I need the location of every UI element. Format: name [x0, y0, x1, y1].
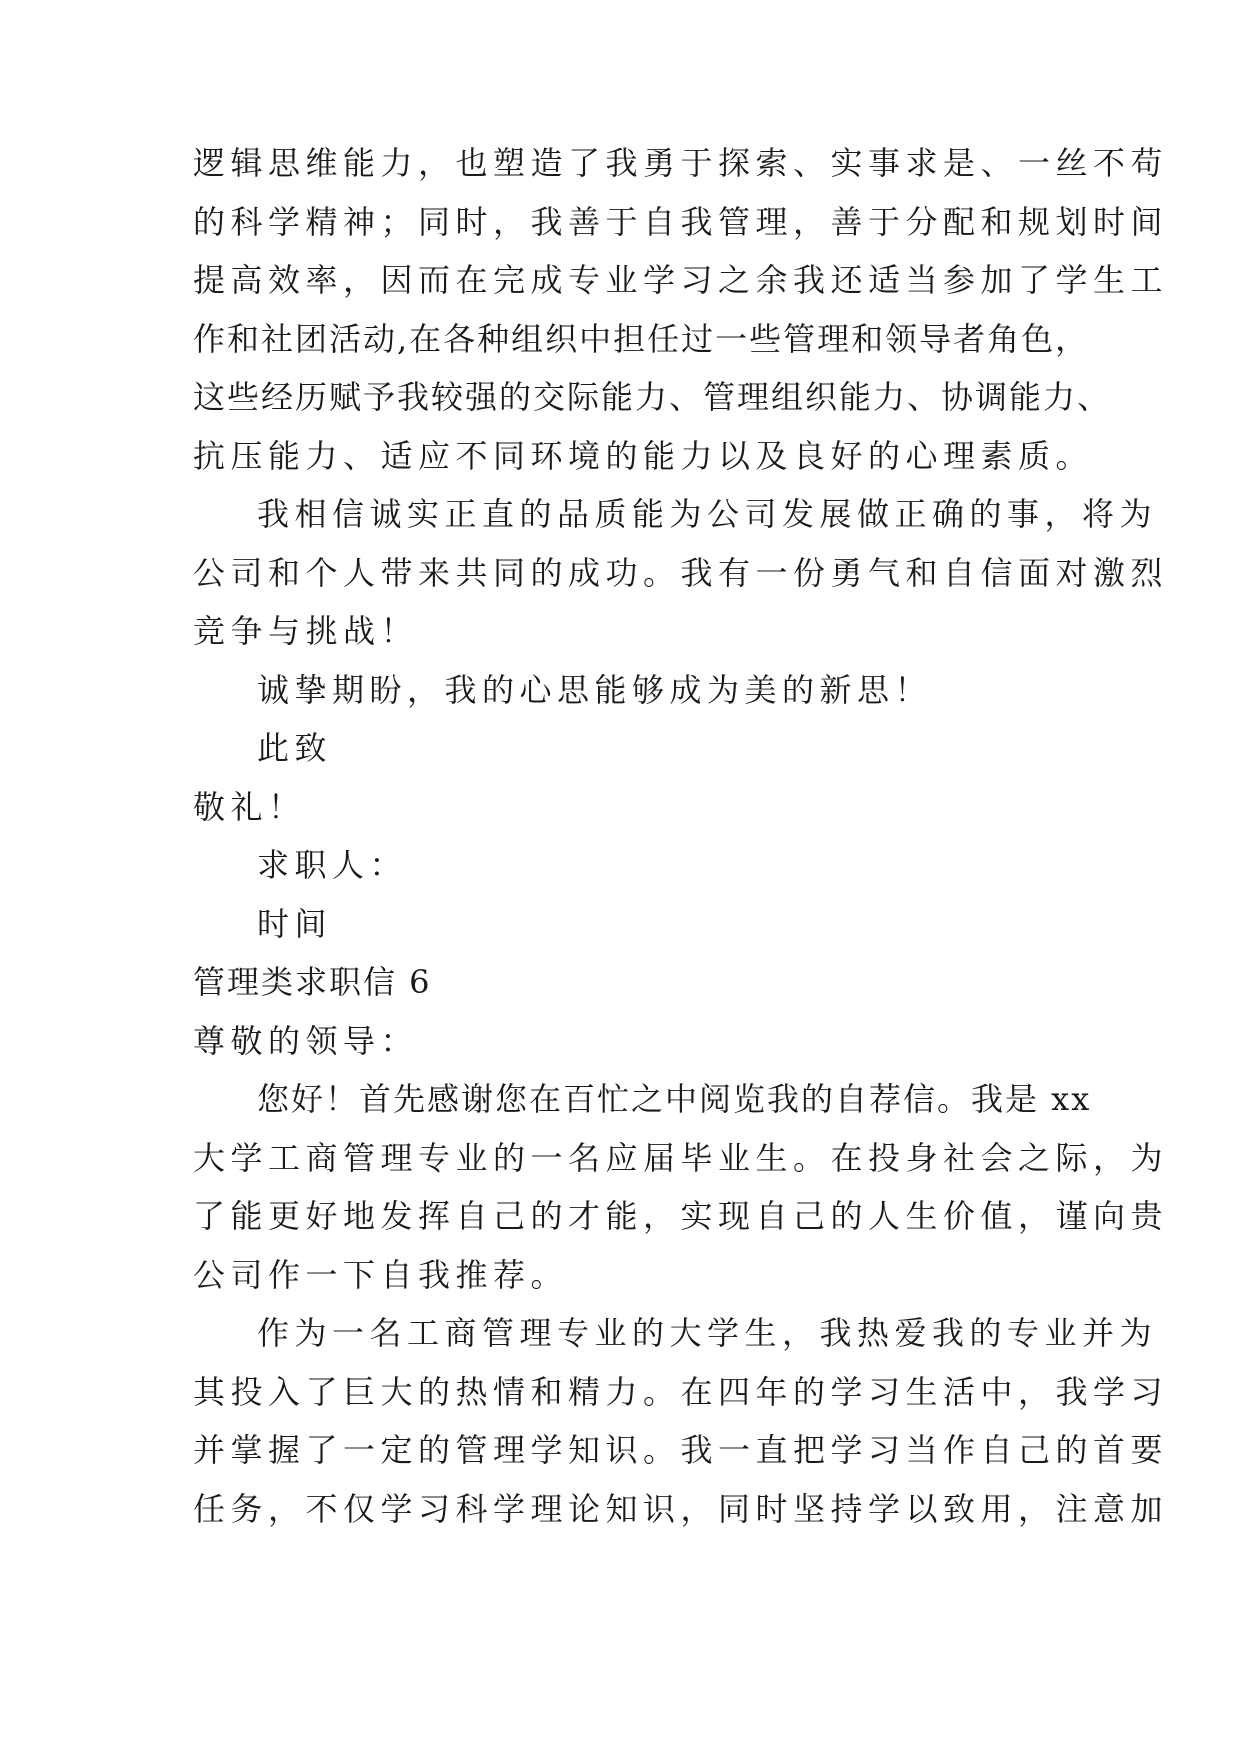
paragraph-line: 作为一名工商管理专业的大学生，我热爱我的专业并为 — [257, 1314, 1158, 1352]
paragraph-line: 大学工商管理专业的一名应届毕业生。在投身社会之际，为 — [193, 1138, 1169, 1177]
greeting: 尊敬的领导： — [193, 1021, 419, 1060]
paragraph-line: 并掌握了一定的管理学知识。我一直把学习当作自己的首要 — [193, 1431, 1169, 1469]
paragraph-line: 其投入了巨大的热情和精力。在四年的学习生活中，我学习 — [193, 1372, 1169, 1411]
date-label: 时间 — [257, 904, 333, 943]
paragraph-line: 诚挚期盼，我的心思能够成为美的新思！ — [257, 670, 933, 709]
section-heading: 管理类求职信 6 — [193, 963, 432, 1001]
paragraph-line: 作和社团活动,在各种组织中担任过一些管理和领导者角色， — [193, 319, 1090, 358]
closing-respect: 敬礼！ — [193, 787, 306, 826]
closing-salutation: 此致 — [257, 729, 333, 767]
paragraph-line: 您好！首先感谢您在百忙之中阅览我的自荐信。我是 xx — [257, 1080, 1092, 1118]
paragraph-line: 竞争与挑战！ — [193, 612, 419, 650]
paragraph-line: 的科学精神；同时，我善于自我管理，善于分配和规划时间 — [193, 202, 1169, 241]
paragraph-line: 我相信诚实正直的品质能为公司发展做正确的事，将为 — [257, 495, 1158, 533]
paragraph-line: 了能更好地发挥自己的才能，实现自己的人生价值，谨向贵 — [193, 1197, 1169, 1235]
paragraph-line: 公司和个人带来共同的成功。我有一份勇气和自信面对激烈 — [193, 553, 1169, 592]
paragraph-line: 抗压能力、适应不同环境的能力以及良好的心理素质。 — [193, 436, 1094, 475]
paragraph-line: 任务，不仅学习科学理论知识，同时坚持学以致用，注意加 — [193, 1489, 1169, 1528]
paragraph-line: 提高效率，因而在完成专业学习之余我还适当参加了学生工 — [193, 261, 1169, 299]
applicant-label: 求职人： — [257, 846, 408, 884]
paragraph-line: 这些经历赋予我较强的交际能力、管理组织能力、协调能力、 — [193, 378, 1112, 416]
paragraph-line: 逻辑思维能力，也塑造了我勇于探索、实事求是、一丝不苟 — [193, 144, 1169, 182]
paragraph-line: 公司作一下自我推荐。 — [193, 1255, 569, 1294]
letter-body — [193, 134, 1169, 1538]
